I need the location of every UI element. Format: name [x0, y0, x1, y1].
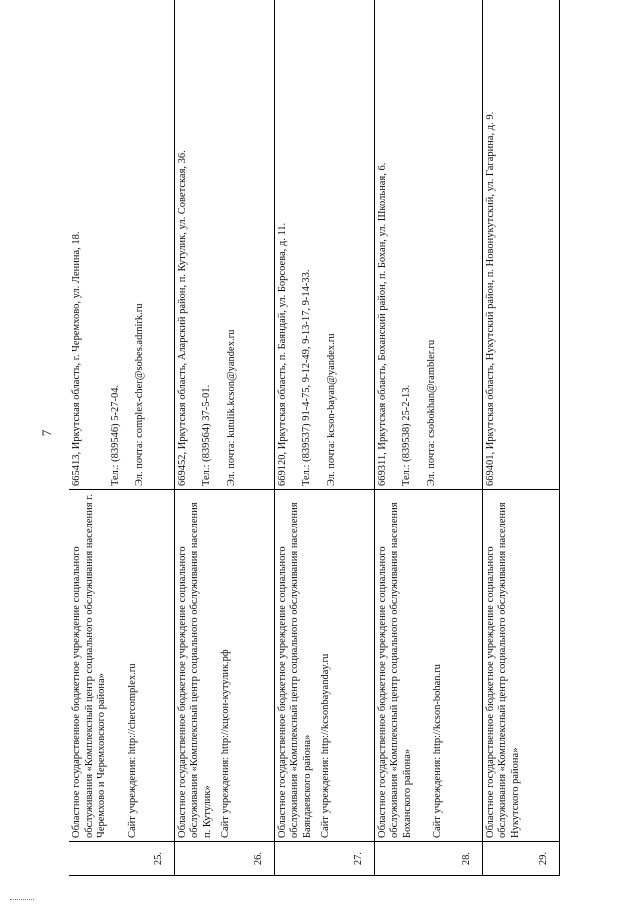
- institution-cell: [374, 490, 482, 842]
- institution-cell: [69, 490, 174, 842]
- institution-name: Областное государственное бюджетное учреждение социального обслуживания «Комплексный центр социального обслуживания населения Боханского района»: [376, 502, 413, 838]
- institution-website[interactable]: Сайт учреждения: http://chercomplex.ru: [126, 663, 138, 838]
- institution-website[interactable]: Сайт учреждения: http://kcsonbayanday.ru: [320, 653, 331, 838]
- institution-cell: [482, 490, 559, 842]
- institution-cell: [274, 490, 374, 842]
- address: 669120, Иркутская область, п. Баяндай, ул. Борсоева, д. 11.: [276, 222, 288, 486]
- contact-cell: [482, 0, 559, 490]
- institution-name: Областное государственное бюджетное учреждение социального обслуживания «Комплексный центр социального обслуживания населения Нукутского района»: [484, 502, 521, 838]
- institution-name: Областное государственное бюджетное учреждение социального обслуживания «Комплексный центр социального обслуживания населения г. Черемхово и Черемховского района»: [71, 494, 107, 838]
- row-number: 27.: [274, 842, 374, 876]
- institution-name: Областное государственное бюджетное учреждение социального обслуживания «Комплексный центр социального обслуживания населения п. Кутулик»: [176, 502, 213, 838]
- row-number: 28.: [374, 842, 482, 876]
- row-number: 25.: [69, 842, 174, 876]
- phone: Тел.: (839564) 37-5-01.: [201, 384, 212, 486]
- phone: Тел.: (839537) 91-4-75, 9-12-49, 9-13-17, 9-14-33.: [301, 269, 312, 486]
- institution-cell: [174, 490, 274, 842]
- contact-cell: [274, 0, 374, 490]
- institution-website[interactable]: Сайт учреждения: http://kcson-bohan.ru: [432, 664, 443, 838]
- contact-cell: [69, 0, 174, 490]
- email[interactable]: Эл. почта: kcson-bayan@yandex.ru: [325, 333, 337, 486]
- institutions-table: [69, 0, 560, 876]
- table-row: [274, 0, 374, 876]
- table-row: [482, 0, 559, 876]
- email[interactable]: Эл. почта: csobokhan@rambler.ru: [425, 339, 437, 486]
- row-number: 26.: [174, 842, 274, 876]
- document-table-container: [69, 0, 559, 876]
- contact-cell: [174, 0, 274, 490]
- address: 669452, Иркутская область, Аларский район, п. Кутулик, ул. Советская, 36.: [176, 150, 188, 486]
- email[interactable]: Эл. почта: kutulik.kcson@yandex.ru: [225, 329, 237, 486]
- phone: Тел.: (839546) 5-27-04.: [109, 384, 121, 486]
- email[interactable]: Эл. почта: complex-cher@sobes.admirk.ru: [134, 303, 145, 486]
- footer-mark: [10, 899, 34, 900]
- institution-name: Областное государственное бюджетное учреждение социального обслуживания «Комплексный центр социального обслуживания населения Баяндаевского района»: [276, 502, 313, 838]
- contact-cell: [374, 0, 482, 490]
- phone: Тел.: (839538) 25-2-13.: [401, 384, 412, 486]
- address: 669311, Иркутская область, Боханский район, п. Бохан, ул. Школьная, 6.: [376, 162, 388, 486]
- page-number: 7: [39, 429, 54, 437]
- address: 669401, Иркутская область, Нукутский район, п. Новонукутский, ул. Гагарина, д. 9.: [484, 111, 496, 486]
- address: 665413, Иркутская область, г. Черемхово, ул. Ленина, 18.: [71, 231, 82, 486]
- table-row: [69, 0, 174, 876]
- table-row: [174, 0, 274, 876]
- table-row: [374, 0, 482, 876]
- institution-website[interactable]: Сайт учреждения: http://кцсон-кутулик.рф: [220, 649, 231, 838]
- row-number: 29.: [482, 842, 559, 876]
